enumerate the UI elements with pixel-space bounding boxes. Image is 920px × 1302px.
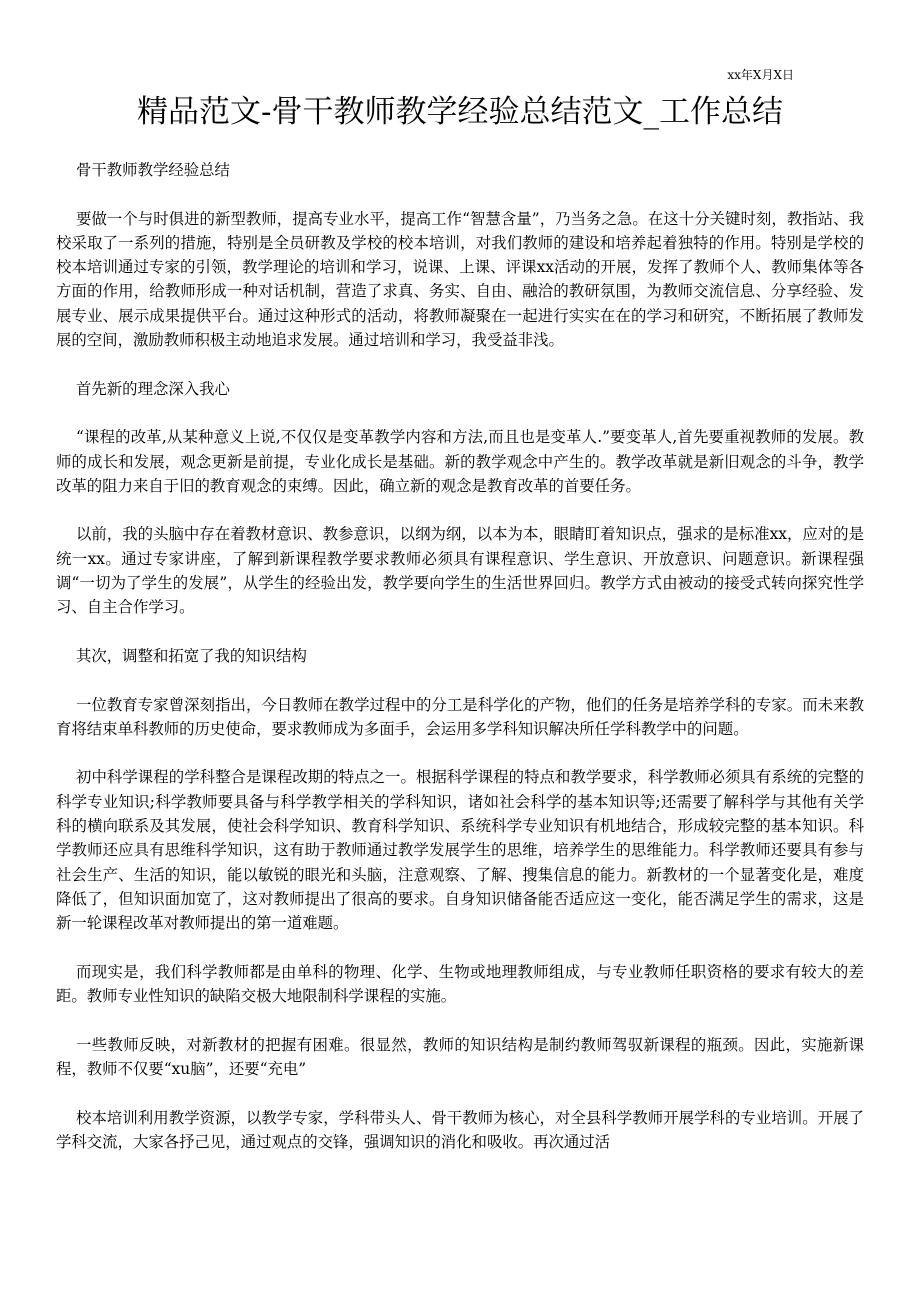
body-paragraph: 以前，我的头脑中存在着教材意识、教参意识，以纲为纲，以本为本，眼睛盯着知识点，强求的是标准xx，应对的是统一xx。通过专家讲座，了解到新课程教学要求教师必须具有课程意识、学生意识、开放意识、问题意识。新课程强调“一切为了学生的发展”，从学生的经验出发，教学要向学生的生活世界回归。教学方式由被动的接受式转向探究性学习、自主合作学习。 [56, 525, 864, 617]
document-body [56, 158, 864, 1178]
body-paragraph: 而现实是，我们科学教师都是由单科的物理、化学、生物或地理教师组成，与专业教师任职资格的要求有较大的差距。教师专业性知识的缺陷交极大地限制科学课程的实施。 [56, 962, 864, 1006]
document-date: xx年X月X日 [727, 68, 794, 82]
body-paragraph: 校本培训利用教学资源，以教学专家，学科带头人、骨干教师为核心，对全县科学教师开展学科的专业培训。开展了学科交流，大家各抒己见，通过观点的交锋，强调知识的消化和吸收。再次通过活 [56, 1108, 864, 1151]
body-paragraph: 要做一个与时俱进的新型教师，提高专业水平，提高工作“智慧含量”，乃当务之急。在这十分关键时刻，教指站、我校采取了一系列的措施，特别是全员研教及学校的校本培训，对我们教师的建设和培养起着独特的作用。特别是学校的校本培训通过专家的引领，教学理论的培训和学习，说课、上课、评课xx活动的开展，发挥了教师个人、教师集体等各方面的作用，给教师形成一种对话机制，营造了求真、务实、自由、融洽的教研氛围，为教师交流信息、分享经验、发展专业、展示成果提供平台。通过这种形式的活动，将教师凝聚在一起进行实实在在的学习和研究，不断拓展了教师发展的空间，激励教师积极主动地追求发展。通过培训和学习，我受益非浅。 [56, 209, 864, 350]
body-paragraph: 初中科学课程的学科整合是课程改期的特点之一。根据科学课程的特点和教学要求，科学教师必须具有系统的完整的科学专业知识;科学教师要具备与科学教学相关的学科知识，诸如社会科学的基本知识等;还需要了解科学与其他有关学科的横向联系及其发展，使社会科学知识、教育科学知识、系统科学专业知识有机地结合，形成较完整的基本知识。科学教师还应具有思维科学知识，这有助于教师通过教学发展学生的思维，培养学生的思维能力。科学教师还要具有参与社会生产、生活的知识，能以敏锐的眼光和头脑，注意观察、了解、搜集信息的能力。新教材的一个显著变化是，难度降低了，但知识面加宽了，这对教师提出了很高的要求。自身知识储备能否适应这一变化，能否满足学生的需求，这是新一轮课程改革对教师提出的第一道难题。 [56, 768, 864, 933]
document-title: 精品范文-骨干教师教学经验总结范文_工作总结 [137, 94, 783, 130]
section-heading: 其次，调整和拓宽了我的知识结构 [76, 646, 307, 665]
section-heading: 骨干教师教学经验总结 [76, 161, 230, 179]
body-paragraph: 一些教师反映，对新教材的把握有困难。很显然，教师的知识结构是制约教师驾驭新课程的瓶颈。因此，实施新课程，教师不仅要“xu脑”，还要“充电” [56, 1035, 864, 1078]
body-paragraph: 一位教育专家曾深刻指出，今日教师在教学过程中的分工是科学化的产物，他们的任务是培养学科的专家。而未来教育将结束单科教师的历史使命，要求教师成为多面手，会运用多学科知识解决所任学科教学中的问题。 [56, 695, 864, 738]
body-paragraph: “课程的改革,从某种意义上说,不仅仅是变革教学内容和方法,而且也是变革人.”要变革人,首先要重视教师的发展。教师的成长和发展，观念更新是前提，专业化成长是基础。新的教学观念中产生的。教学改革就是新旧观念的斗争，教学改革的阻力来自于旧的教育观念的束缚。因此，确立新的观念是教育改革的首要任务。 [56, 428, 864, 495]
section-heading: 首先新的理念深入我心 [76, 379, 230, 398]
